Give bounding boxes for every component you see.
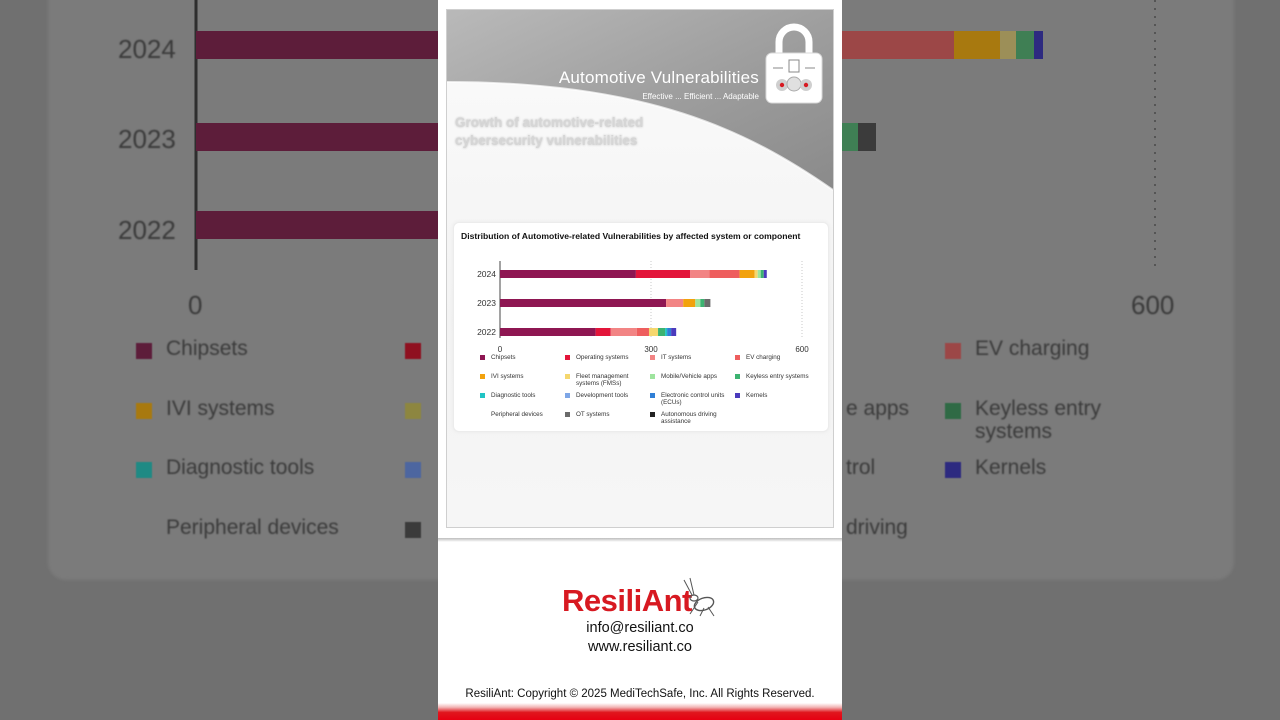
legend-label: Mobile/Vehicle apps xyxy=(661,373,718,380)
chart-title: Distribution of Automotive-related Vulnerabilities by affected system or component xyxy=(461,231,801,241)
bg-legend-swatch xyxy=(136,343,152,359)
legend-swatch xyxy=(480,393,485,398)
bar-segment xyxy=(649,328,658,336)
legend-label: IVI systems xyxy=(491,373,524,380)
app-title: Automotive Vulnerabilities xyxy=(558,68,759,87)
legend-swatch xyxy=(735,374,740,379)
bar-segment xyxy=(611,328,637,336)
legend-label: Kernels xyxy=(746,392,768,399)
legend-label: EV charging xyxy=(746,354,781,361)
bg-tick-600: 600 xyxy=(1131,290,1175,320)
bg-year-2023: 2023 xyxy=(118,124,176,154)
category-label: 2023 xyxy=(477,298,496,308)
bar-segment xyxy=(500,328,596,336)
bar-segment xyxy=(700,299,704,307)
bg-legend-ev: EV charging xyxy=(975,337,1090,360)
bar-segment xyxy=(704,299,710,307)
legend-swatch xyxy=(565,374,570,379)
legend-label: Fleet management systems (FMSs) xyxy=(576,373,629,387)
legend-label: Operating systems xyxy=(576,354,629,361)
red-footer-strip xyxy=(438,703,842,720)
bg-legend-swatch xyxy=(945,403,961,419)
bg-legend-swatch xyxy=(405,522,421,538)
bar-segment xyxy=(740,270,755,278)
legend-swatch xyxy=(565,393,570,398)
bar-segment xyxy=(695,299,700,307)
bar-segment xyxy=(637,328,649,336)
copyright-notice: ResiliAnt: Copyright © 2025 MediTechSafe, Inc. All Rights Reserved. xyxy=(465,688,815,700)
legend-swatch xyxy=(735,393,740,398)
bg-legend-swatch xyxy=(945,462,961,478)
resiliant-logo: ResiliAnt xyxy=(562,583,692,618)
legend-label: Autonomous driving assistance xyxy=(661,411,717,425)
bar-segment xyxy=(500,270,636,278)
bar-segment xyxy=(596,328,611,336)
bg-legend-peripheral: Peripheral devices xyxy=(166,516,339,539)
bg-legend-swatch xyxy=(405,462,421,478)
bar-segment xyxy=(758,270,761,278)
contact-website[interactable]: www.resiliant.co xyxy=(588,639,692,655)
category-label: 2022 xyxy=(477,327,496,337)
bg-legend-swatch xyxy=(945,343,961,359)
legend-label: Chipsets xyxy=(491,354,516,361)
legend-label: Electronic control units (ECUs) xyxy=(661,392,725,406)
bg-legend-keyless: Keyless entry systems xyxy=(975,397,1102,443)
bg-legend-swatch xyxy=(405,343,421,359)
legend-label: Peripheral devices xyxy=(491,411,543,418)
bar-segment xyxy=(665,328,667,336)
bar-segment xyxy=(658,328,665,336)
video-card xyxy=(438,0,842,720)
legend-swatch xyxy=(650,412,655,417)
bar-segment xyxy=(500,299,666,307)
x-tick-label: 300 xyxy=(644,345,658,354)
bar-segment xyxy=(690,270,709,278)
ant-icon xyxy=(654,574,718,618)
bg-legend-ivi: IVI systems xyxy=(166,397,275,420)
legend-swatch xyxy=(650,355,655,360)
bg-legend-swatch xyxy=(136,403,152,419)
legend-label: IT systems xyxy=(661,354,692,361)
bar-segment xyxy=(667,328,671,336)
x-tick-label: 600 xyxy=(795,345,809,354)
legend-swatch xyxy=(650,374,655,379)
contact-email[interactable]: info@resiliant.co xyxy=(586,620,694,636)
legend-swatch xyxy=(650,393,655,398)
legend-swatch xyxy=(565,355,570,360)
bar-segment xyxy=(666,299,683,307)
bg-tick-0: 0 xyxy=(188,290,203,320)
padlock-icon xyxy=(765,20,823,104)
slide-subtitle: Growth of automotive-related cybersecurity vulnerabilities xyxy=(455,115,644,148)
bar-segment xyxy=(755,270,758,278)
x-tick-label: 0 xyxy=(497,345,503,354)
chart-panel xyxy=(453,222,829,432)
slide xyxy=(446,9,834,528)
bg-legend-fragment: trol xyxy=(846,456,876,479)
bar-segment xyxy=(636,270,690,278)
bg-legend-chipsets: Chipsets xyxy=(166,337,248,360)
bar-segment xyxy=(671,328,676,336)
bg-legend-fragment: driving xyxy=(846,516,908,539)
bg-legend-swatch xyxy=(136,462,152,478)
bg-legend-diagnostic: Diagnostic tools xyxy=(166,456,315,479)
legend-swatch xyxy=(480,355,485,360)
legend-swatch xyxy=(735,355,740,360)
slide-shadow xyxy=(438,538,842,542)
bar-segment xyxy=(761,270,764,278)
legend-label: Keyless entry systems xyxy=(746,373,809,380)
bar-segment xyxy=(709,270,739,278)
bar-segment xyxy=(683,299,695,307)
legend-swatch xyxy=(565,412,570,417)
bar-segment xyxy=(764,270,767,278)
bg-legend-fragment: e apps xyxy=(846,397,910,420)
legend-label: Diagnostic tools xyxy=(491,392,536,399)
legend-swatch xyxy=(480,374,485,379)
legend-label: Development tools xyxy=(576,392,629,399)
tagline: Effective ... Efficient ... Adaptable xyxy=(642,92,759,101)
bg-legend-swatch xyxy=(405,403,421,419)
stacked-bar-chart xyxy=(454,243,828,355)
bg-year-2022: 2022 xyxy=(118,215,176,245)
category-label: 2024 xyxy=(477,269,496,279)
bg-legend-kernels: Kernels xyxy=(975,456,1047,479)
legend-label: OT systems xyxy=(576,411,610,418)
bg-year-2024: 2024 xyxy=(118,34,176,64)
legend-swatch xyxy=(480,412,485,417)
